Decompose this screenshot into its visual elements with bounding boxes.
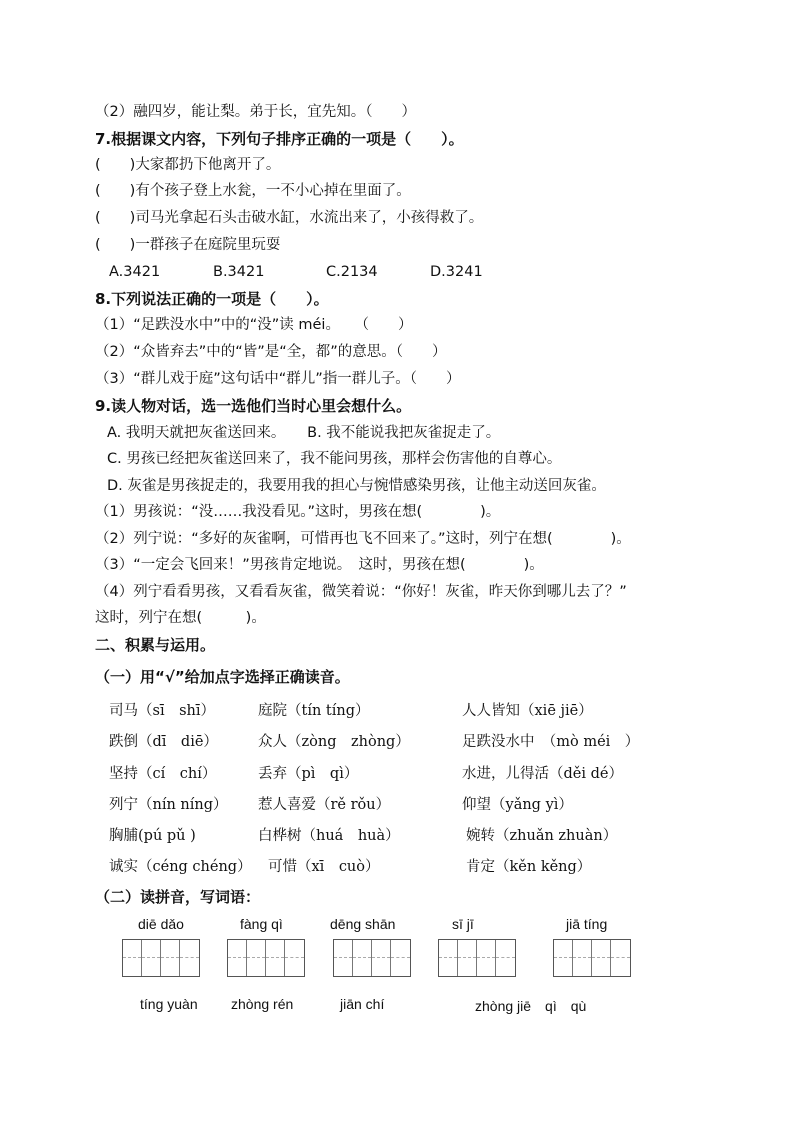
- q7-option-a: A.3421: [109, 264, 161, 280]
- part-1-title: （一）用“√”给加点字选择正确读音。: [95, 668, 350, 686]
- pinyin-choice: 仰望（yǎng yì）: [462, 797, 573, 813]
- q9-item-1: （1）男孩说：“没……我没看见。”这时，男孩在想( )。: [95, 504, 501, 520]
- pinyin-prompt: tíng yuàn: [140, 996, 198, 1012]
- pinyin-choice: 诚实（céng chéng）: [109, 859, 252, 875]
- writing-grid[interactable]: [553, 939, 631, 977]
- pinyin-prompt: zhòng jiē qì qù: [475, 998, 587, 1014]
- writing-grid[interactable]: [227, 939, 305, 977]
- q9-title: 9.读人物对话，选一选他们当时心里会想什么。: [95, 397, 412, 415]
- q7-item-1: ( )大家都扔下他离开了。: [95, 157, 281, 173]
- pinyin-choice: 惹人喜爱（rě rǒu）: [258, 797, 391, 813]
- pinyin-prompt: dēng shān: [330, 916, 396, 932]
- pinyin-prompt: sī jī: [452, 916, 474, 932]
- section-2-title: 二、积累与运用。: [95, 636, 216, 654]
- q9-item-4: （4）列宁看看男孩，又看看灰雀，微笑着说：“你好！灰雀，昨天你到哪儿去了？”: [95, 584, 627, 600]
- q9-option-ab: A. 我明天就把灰雀送回来。 B. 我不能说我把灰雀捉走了。: [107, 425, 501, 441]
- pinyin-choice: 庭院（tín tíng）: [258, 703, 370, 719]
- writing-grid[interactable]: [122, 939, 200, 977]
- q9-item-2: （2）列宁说：“多好的灰雀啊，可惜再也飞不回来了。”这时，列宁在想( )。: [95, 531, 631, 547]
- pinyin-choice: 婉转（zhuǎn zhuàn）: [466, 828, 618, 844]
- pinyin-choice: 坚持（cí chí）: [109, 766, 217, 782]
- q7-option-c: C.2134: [326, 264, 378, 280]
- pinyin-choice: 足跌没水中 （mò méi ）: [462, 734, 640, 750]
- pinyin-prompt: jiā tíng: [566, 916, 608, 932]
- writing-grid[interactable]: [333, 939, 411, 977]
- pinyin-prompt: jiān chí: [340, 996, 385, 1012]
- pinyin-choice: 列宁（nín níng）: [109, 797, 228, 813]
- pinyin-choice: 司马（sī shī）: [109, 703, 215, 719]
- pinyin-choice: 众人（zòng zhòng）: [258, 734, 410, 750]
- q7-option-d: D.3241: [430, 264, 483, 280]
- pinyin-choice: 胸脯(pú pǔ ): [109, 828, 196, 844]
- pinyin-choice: 人人皆知（xiē jiē）: [462, 703, 593, 719]
- q9-item-4-cont: 这时，列宁在想( )。: [95, 610, 266, 626]
- pinyin-choice: 水进，儿得活（děi dé）: [462, 766, 623, 782]
- q7-item-3: ( )司马光拿起石头击破水缸，水流出来了，小孩得救了。: [95, 210, 484, 226]
- q8-item-1: （1）“足跌没水中”中的“没”读 méi。 （ ）: [95, 317, 413, 333]
- part-2-title: （二）读拼音，写词语：: [95, 888, 261, 906]
- pinyin-prompt: zhòng rén: [231, 996, 294, 1012]
- q7-item-4: ( )一群孩子在庭院里玩耍: [95, 237, 281, 253]
- pinyin-choice: 白桦树（huá huà）: [258, 828, 400, 844]
- pinyin-choice: 跌倒（dī diē）: [109, 734, 218, 750]
- q9-option-c: C. 男孩已经把灰雀送回来了，我不能问男孩，那样会伤害他的自尊心。: [107, 451, 562, 467]
- pinyin-choice: 丢弃（pì qì）: [258, 766, 359, 782]
- q8-item-3: （3）“群儿戏于庭”这句话中“群儿”指一群儿子。（ ）: [95, 371, 461, 387]
- q9-item-3: （3）“一定会飞回来！”男孩肯定地说。 这时，男孩在想( )。: [95, 557, 544, 573]
- q8-title: 8.下列说法正确的一项是（ ）。: [95, 290, 329, 308]
- writing-grid[interactable]: [438, 939, 516, 977]
- pinyin-choice: 可惜（xī cuò）: [268, 859, 380, 875]
- q9-option-d: D. 灰雀是男孩捉走的，我要用我的担心与惋惜感染男孩，让他主动送回灰雀。: [107, 478, 606, 494]
- pinyin-choice: 肯定（kěn kěng）: [466, 859, 592, 875]
- q7-option-b: B.3421: [213, 264, 265, 280]
- pinyin-prompt: diē dǎo: [138, 916, 184, 932]
- q8-item-2: （2）“众皆弃去”中的“皆”是“全，都”的意思。（ ）: [95, 344, 447, 360]
- q6-item-2: （2）融四岁，能让梨。弟于长，宜先知。（ ）: [95, 104, 416, 120]
- pinyin-prompt: fàng qì: [240, 916, 283, 932]
- q7-item-2: ( )有个孩子登上水瓮，一不小心掉在里面了。: [95, 183, 411, 199]
- q7-title: 7.根据课文内容，下列句子排序正确的一项是（ ）。: [95, 130, 464, 148]
